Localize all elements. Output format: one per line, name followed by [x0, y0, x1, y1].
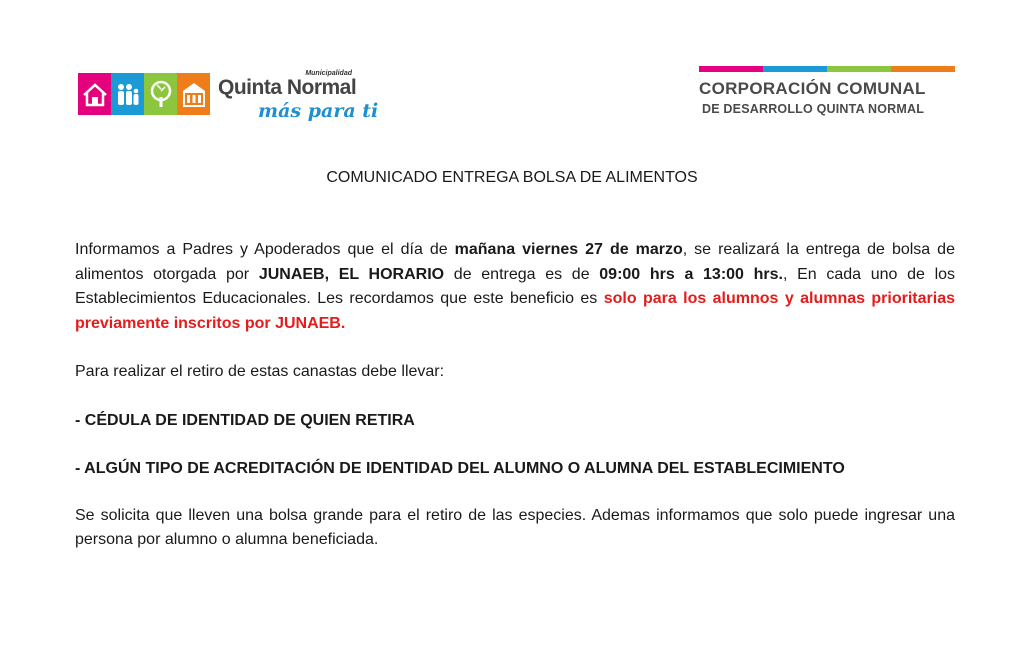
- schedule-highlight: 09:00 hrs a 13:00 hrs.: [599, 265, 783, 283]
- municipality-tagline: más para ti: [258, 100, 379, 122]
- junaeb-highlight: JUNAEB, EL HORARIO: [258, 265, 445, 283]
- eligibility-warning: solo para los alumnos y alumnas prioritarias previamente inscritos por JUNAEB.: [75, 290, 955, 332]
- logo-tiles: [78, 73, 210, 115]
- closing-paragraph: Se solicita que lleven una bolsa grande para el retiro de las especies. Ademas informamos que solo puede ingresar una persona por alumno o alumna beneficiada.: [75, 506, 955, 548]
- municipality-small-label: Municipalidad: [305, 70, 352, 77]
- date-highlight: mañana viernes 27 de marzo: [454, 241, 683, 258]
- bar-segment: [891, 66, 955, 72]
- family-tile-icon: [111, 73, 144, 115]
- text-run: de entrega es de: [444, 265, 600, 283]
- building-tile-icon: [177, 73, 210, 115]
- bar-segment: [763, 66, 827, 72]
- corporation-title: CORPORACIÓN COMUNAL: [699, 79, 926, 98]
- announcement-paragraph: [75, 238, 955, 336]
- text-run: , En cada uno de los Establecimientos Educacionales. Les recordamos que este beneficio es: [75, 265, 956, 307]
- corporation-subtitle: DE DESARROLLO QUINTA NORMAL: [702, 102, 925, 116]
- tree-tile-icon: [144, 73, 177, 115]
- municipality-logo: [78, 70, 379, 122]
- corporation-color-bar: [699, 66, 955, 72]
- text-run: Informamos a Padres y Apoderados que el día de: [75, 241, 455, 258]
- bar-segment: [699, 66, 763, 72]
- bar-segment: [827, 66, 891, 72]
- requirement-item: - ALGÚN TIPO DE ACREDITACIÓN DE IDENTIDAD DEL ALUMNO O ALUMNA DEL ESTABLECIMIENTO: [75, 460, 845, 477]
- document-title: COMUNICADO ENTREGA BOLSA DE ALIMENTOS: [326, 169, 698, 186]
- requirement-item: - CÉDULA DE IDENTIDAD DE QUIEN RETIRA: [75, 411, 415, 429]
- text-run: , se realizará la entrega de bolsa de alimentos otorgada por: [75, 241, 955, 283]
- document-body: [75, 238, 955, 553]
- instructions-intro: Para realizar el retiro de estas canastas debe llevar:: [75, 363, 445, 380]
- corporation-logo: [699, 66, 955, 120]
- house-tile-icon: [78, 73, 111, 115]
- municipality-name: Quinta Normal: [218, 76, 357, 99]
